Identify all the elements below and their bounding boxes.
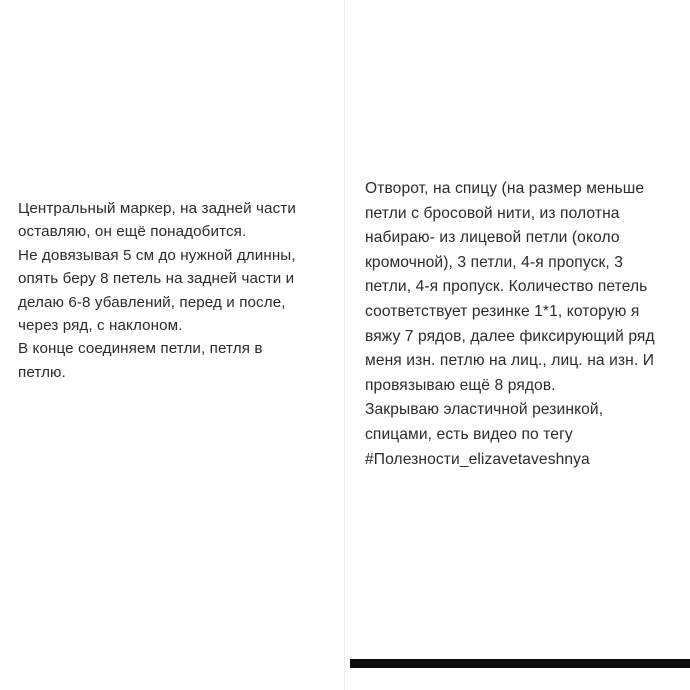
- right-text-line: петли с бросовой нити, из полотна: [365, 204, 620, 222]
- scroll-indicator-bar: [350, 659, 690, 668]
- left-text-line: через ряд, с наклоном.: [18, 317, 183, 335]
- right-text-line: провязываю ещё 8 рядов.: [365, 376, 556, 394]
- left-text-line: опять беру 8 петель на задней части и: [18, 270, 295, 288]
- right-text-line: спицами, есть видео по тегу: [365, 425, 573, 443]
- left-text-line: В конце соединяем петли, петля в: [18, 340, 263, 358]
- right-text-line: вяжу 7 рядов, далее фиксирующий ряд: [365, 327, 655, 345]
- right-text-line: соответствует резинке 1*1, которую я: [365, 302, 640, 320]
- left-text-line: делаю 6-8 убавлений, перед и после,: [18, 293, 286, 311]
- left-text-line: Центральный маркер, на задней части: [18, 200, 296, 217]
- left-text-line: оставляю, он ещё понадобится.: [18, 223, 247, 241]
- right-text-line: Закрываю эластичной резинкой,: [365, 401, 604, 419]
- right-text-panel: [365, 177, 675, 472]
- hashtag-link[interactable]: #Полезности_elizavetaveshnya: [365, 450, 590, 468]
- right-text-line: меня изн. петлю на лиц., лиц. на изн. И: [365, 352, 655, 370]
- right-text-line: кромочной), 3 петли, 4-я пропуск, 3: [365, 253, 624, 271]
- right-text-line: Отворот, на спицу (на размер меньше: [365, 180, 645, 197]
- left-text-panel: [18, 197, 348, 384]
- left-text-line: Не довязывая 5 см до нужной длинны,: [18, 246, 296, 264]
- right-text-line: набираю- из лицевой петли (около: [365, 229, 620, 247]
- left-text-line: петлю.: [18, 363, 66, 381]
- right-text-line: петли, 4-я пропуск. Количество петель: [365, 278, 648, 296]
